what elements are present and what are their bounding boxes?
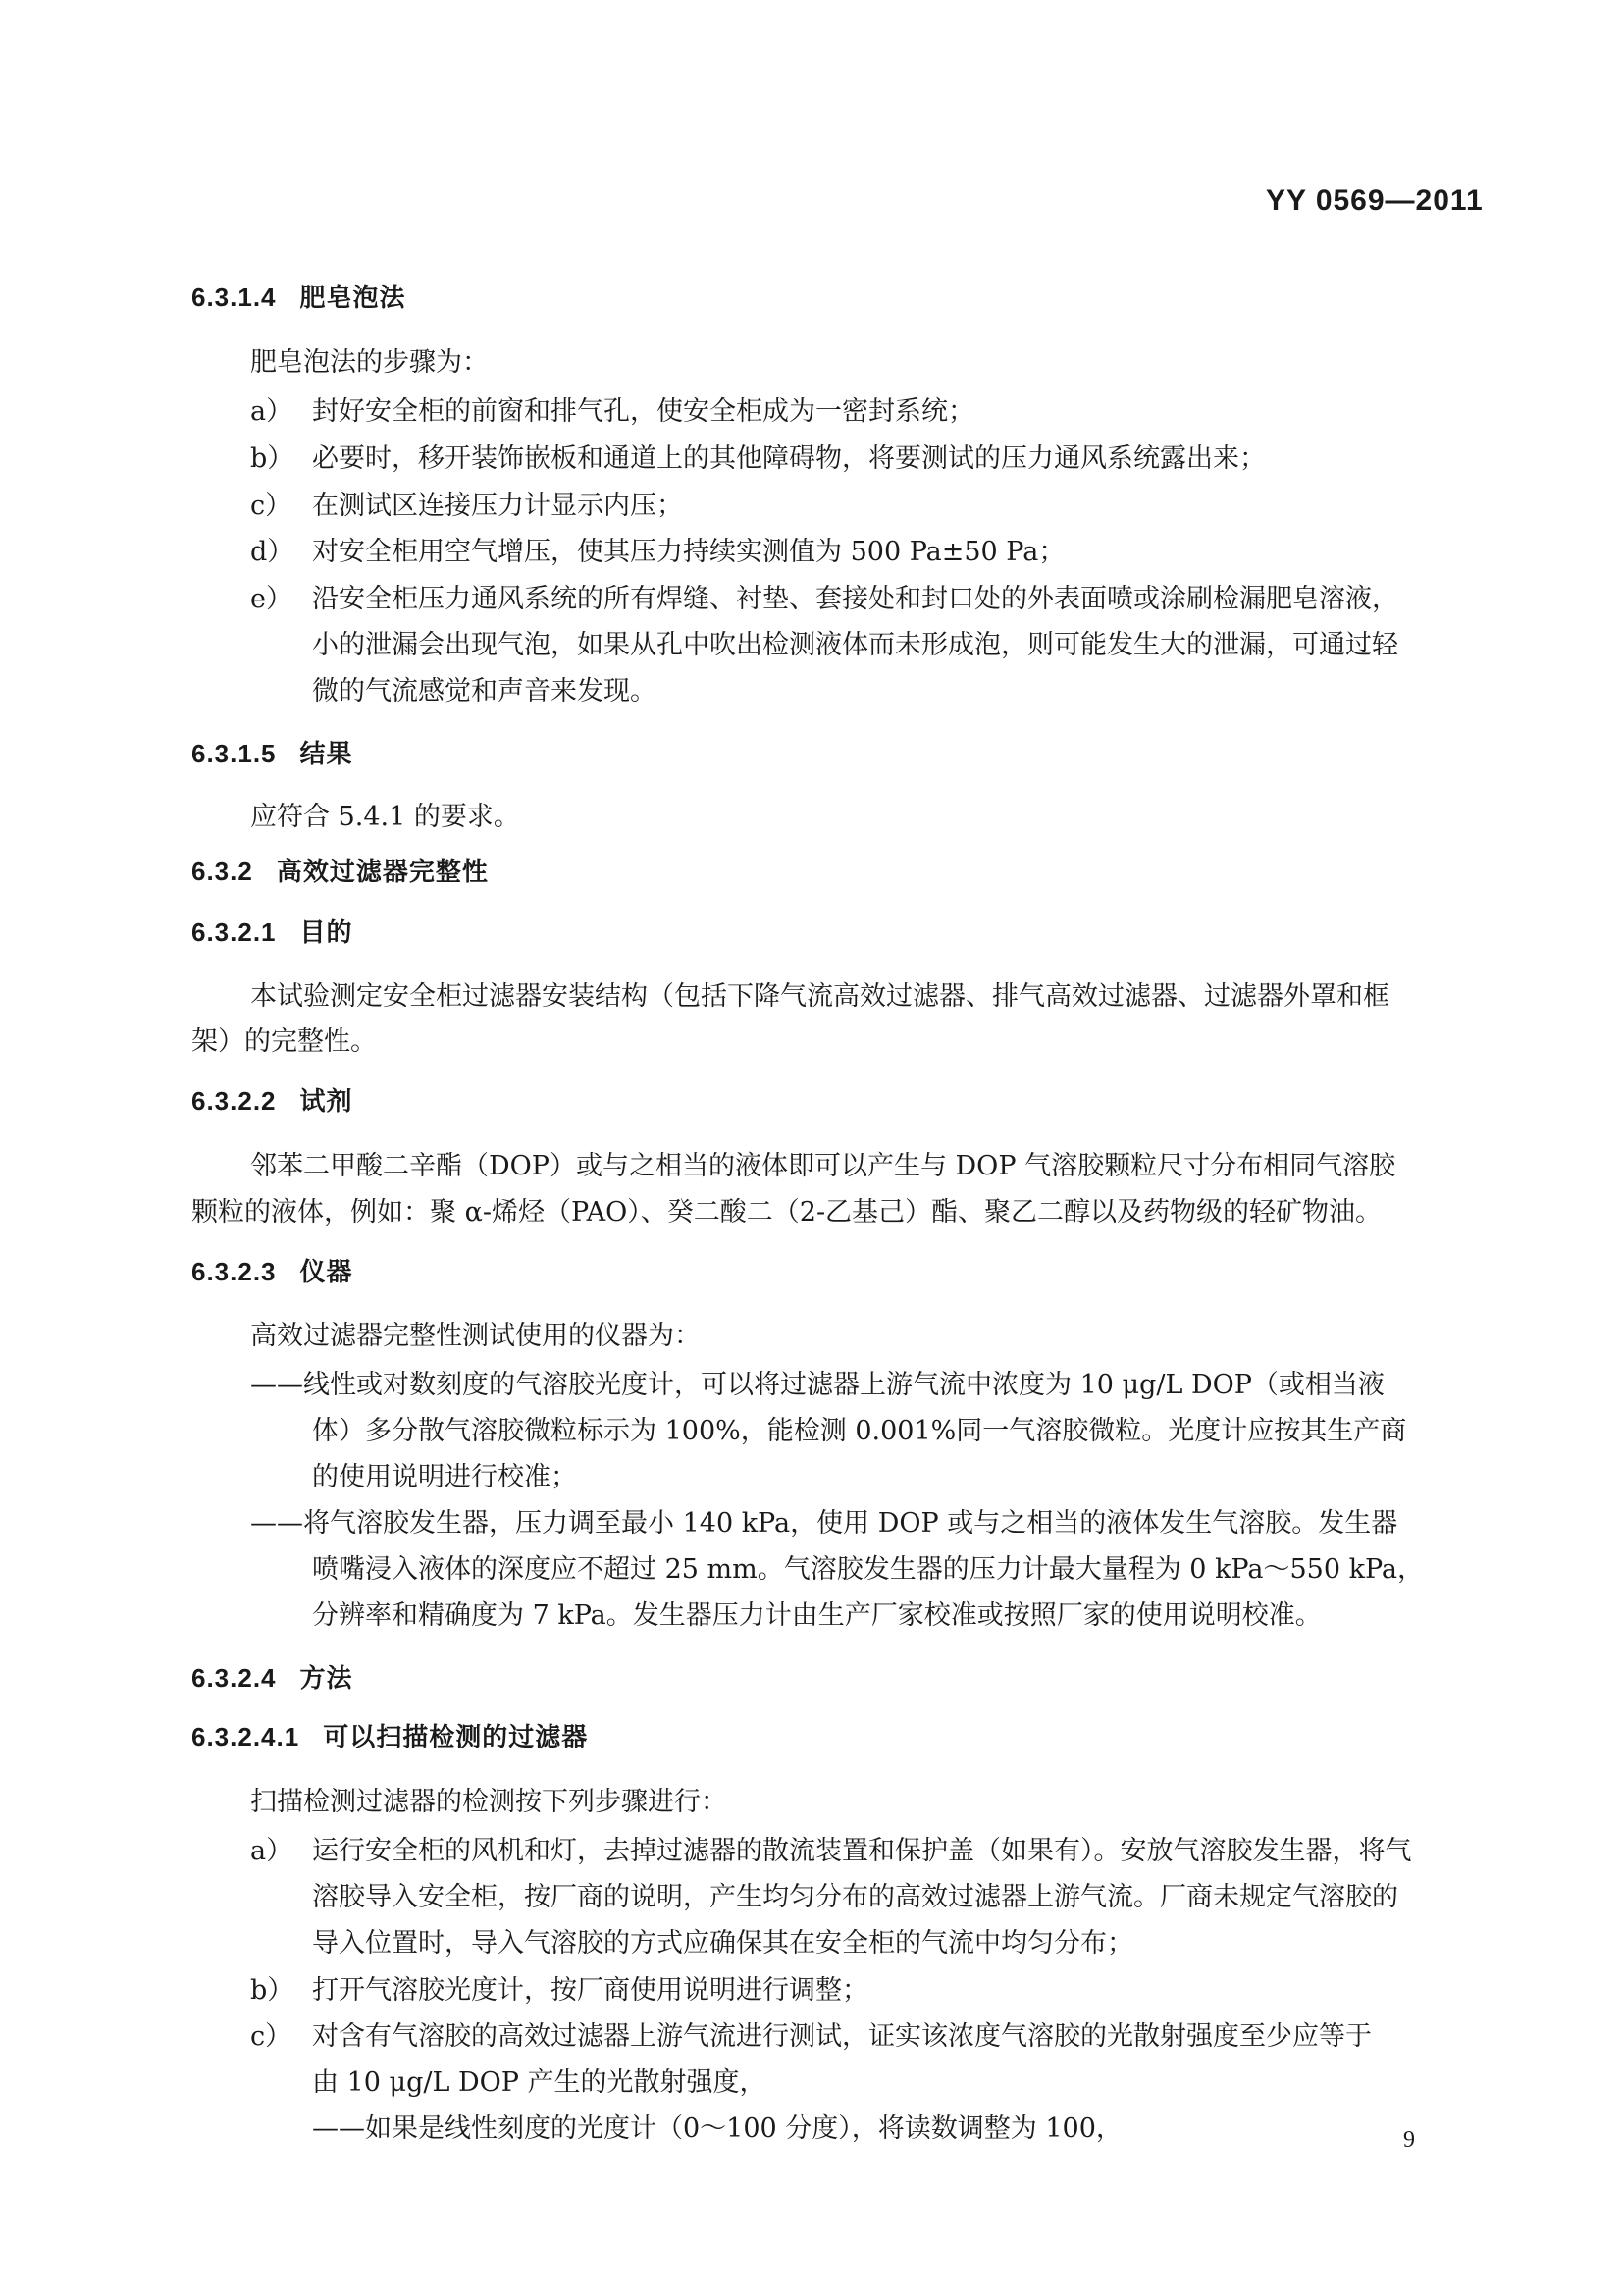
dash-item: ——线性或对数刻度的气溶胶光度计，可以将过滤器上游气流中浓度为 10 μg/L DOP（或相当液 xyxy=(250,1370,1385,1400)
dash-item-continued: 的使用说明进行校准； xyxy=(312,1462,577,1492)
section-number: 6.3.1.4 xyxy=(191,283,277,312)
section-title: 高效过滤器完整性 xyxy=(276,857,489,886)
paragraph: 架）的完整性。 xyxy=(191,1026,377,1057)
list-item-text: 沿安全柜压力通风系统的所有焊缝、衬垫、套接处和封口处的外表面喷或涂刷检漏肥皂溶液， xyxy=(312,584,1398,614)
section-heading-6-3-2-1 xyxy=(191,913,353,949)
paragraph: 肥皂泡法的步骤为： xyxy=(250,347,489,378)
section-heading-6-3-2-2 xyxy=(191,1081,353,1118)
list-item-label: a） xyxy=(250,1836,293,1866)
paragraph: 高效过滤器完整性测试使用的仪器为： xyxy=(250,1321,701,1351)
section-number: 6.3.2.3 xyxy=(191,1257,277,1286)
list-item-label: b） xyxy=(250,1975,294,2006)
list-item-text: 对含有气溶胶的高效过滤器上游气流进行测试，证实该浓度气溶胶的光散射强度至少应等于 xyxy=(312,2021,1372,2052)
list-item-text: 封好安全柜的前窗和排气孔，使安全柜成为一密封系统； xyxy=(312,396,974,427)
section-heading-6-3-1-4 xyxy=(191,278,406,314)
list-item-text: 微的气流感觉和声音来发现。 xyxy=(312,676,656,706)
list-item-label: e） xyxy=(250,584,292,614)
paragraph: 颗粒的液体，例如：聚 α-烯烃（PAO）、癸二酸二（2-乙基己）酯、聚乙二醇以及药物级的轻矿物油。 xyxy=(191,1197,1383,1227)
section-title: 方法 xyxy=(299,1663,353,1693)
section-heading-6-3-1-5 xyxy=(191,734,353,770)
dash-item: ——如果是线性刻度的光度计（0～100 分度），将读数调整为 100， xyxy=(312,2113,1123,2144)
list-item-text: 小的泄漏会出现气泡，如果从孔中吹出检测液体而未形成泡，则可能发生大的泄漏，可通过轻 xyxy=(312,630,1398,660)
section-number: 6.3.2.4 xyxy=(191,1663,277,1693)
list-item-label: d） xyxy=(250,537,294,567)
section-title: 可以扫描检测的过滤器 xyxy=(323,1722,589,1751)
list-item-text: 必要时，移开装饰嵌板和通道上的其他障碍物，将要测试的压力通风系统露出来； xyxy=(312,444,1266,474)
dash-item-continued: 喷嘴浸入液体的深度应不超过 25 mm。气溶胶发生器的压力计最大量程为 0 kPa～550 kPa， xyxy=(312,1554,1425,1585)
section-heading-6-3-2-4 xyxy=(191,1658,353,1695)
section-title: 结果 xyxy=(299,739,353,768)
section-title: 目的 xyxy=(299,917,353,947)
dash-item: ——将气溶胶发生器，压力调至最小 140 kPa，使用 DOP 或与之相当的液体发生气溶胶。发生器 xyxy=(250,1508,1398,1539)
list-item-label: a） xyxy=(250,396,293,427)
paragraph: 邻苯二甲酸二辛酯（DOP）或与之相当的液体即可以产生与 DOP 气溶胶颗粒尺寸分布相同气溶胶 xyxy=(250,1151,1396,1181)
paragraph: 扫描检测过滤器的检测按下列步骤进行： xyxy=(250,1787,727,1817)
section-number: 6.3.1.5 xyxy=(191,739,277,768)
section-title: 仪器 xyxy=(299,1257,353,1286)
list-item-text: 导入位置时，导入气溶胶的方式应确保其在安全柜的气流中均匀分布； xyxy=(312,1928,1133,1958)
section-heading-6-3-2-3 xyxy=(191,1252,353,1288)
paragraph: 本试验测定安全柜过滤器安装结构（包括下降气流高效过滤器、排气高效过滤器、过滤器外罩和框 xyxy=(250,981,1389,1012)
list-item-label: c） xyxy=(250,491,292,521)
list-item-label: b） xyxy=(250,444,294,474)
list-item-label: c） xyxy=(250,2021,292,2052)
section-heading-6-3-2-4-1 xyxy=(191,1717,588,1753)
paragraph: 应符合 5.4.1 的要求。 xyxy=(250,802,520,832)
page-number: 9 xyxy=(1403,2127,1415,2153)
list-item-text: 由 10 μg/L DOP 产生的光散射强度， xyxy=(312,2067,766,2098)
section-title: 试剂 xyxy=(299,1086,353,1116)
section-number: 6.3.2.1 xyxy=(191,917,277,947)
standard-number: YY 0569—2011 xyxy=(1266,184,1484,217)
section-number: 6.3.2.4.1 xyxy=(191,1722,300,1751)
section-number: 6.3.2.2 xyxy=(191,1086,277,1116)
dash-item-continued: 体）多分散气溶胶微粒标示为 100%，能检测 0.001%同一气溶胶微粒。光度计应按其生产商 xyxy=(312,1416,1407,1446)
list-item-text: 打开气溶胶光度计，按厂商使用说明进行调整； xyxy=(312,1975,868,2006)
list-item-text: 运行安全柜的风机和灯，去掉过滤器的散流装置和保护盖（如果有）。安放气溶胶发生器，将气 xyxy=(312,1836,1412,1866)
section-number: 6.3.2 xyxy=(191,857,253,886)
dash-item-continued: 分辨率和精确度为 7 kPa。发生器压力计由生产厂家校准或按照厂家的使用说明校准。 xyxy=(312,1600,1322,1631)
section-title: 肥皂泡法 xyxy=(299,283,406,312)
list-item-text: 溶胶导入安全柜，按厂商的说明，产生均匀分布的高效过滤器上游气流。厂商未规定气溶胶的 xyxy=(312,1882,1398,1912)
list-item-text: 在测试区连接压力计显示内压； xyxy=(312,491,683,521)
list-item-text: 对安全柜用空气增压，使其压力持续实测值为 500 Pa±50 Pa； xyxy=(312,537,1066,567)
section-heading-6-3-2 xyxy=(191,852,489,888)
